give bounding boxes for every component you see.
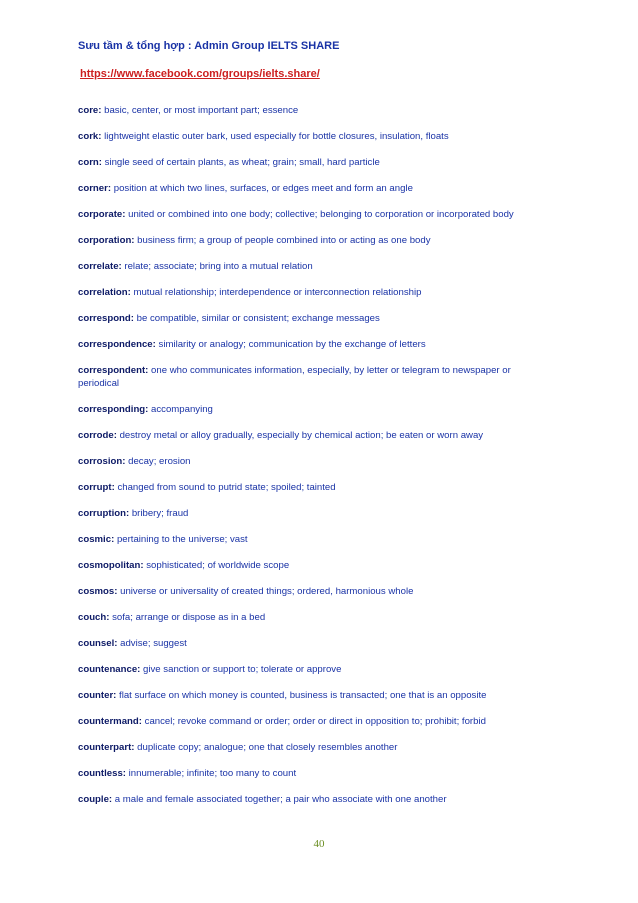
list-item bbox=[78, 793, 548, 806]
page-number: 40 bbox=[313, 838, 325, 850]
entry-definition: business firm; a group of people combined into or acting as one body bbox=[137, 235, 431, 246]
entry-definition: advise; suggest bbox=[120, 638, 187, 649]
entry-term: cosmic: bbox=[78, 534, 115, 545]
entry-term: corresponding: bbox=[78, 404, 149, 415]
list-item bbox=[78, 364, 548, 390]
entry-term: corporate: bbox=[78, 209, 126, 220]
list-item bbox=[78, 611, 548, 624]
list-item bbox=[78, 455, 548, 468]
list-item bbox=[78, 741, 548, 754]
vocabulary-list bbox=[78, 104, 548, 819]
list-item bbox=[78, 663, 548, 676]
entry-definition: flat surface on which money is counted, business is transacted; one that is an opposite bbox=[119, 690, 487, 701]
list-item bbox=[78, 130, 548, 143]
list-item bbox=[78, 429, 548, 442]
entry-term: correspondence: bbox=[78, 339, 156, 350]
entry-definition: sofa; arrange or dispose as in a bed bbox=[112, 612, 266, 623]
entry-term: countermand: bbox=[78, 716, 142, 727]
entry-term: cosmos: bbox=[78, 586, 118, 597]
entry-term: correspondent: bbox=[78, 365, 149, 376]
entry-definition: single seed of certain plants, as wheat; grain; small, hard particle bbox=[104, 157, 380, 168]
entry-term: core: bbox=[78, 105, 102, 116]
entry-definition: lightweight elastic outer bark, used especially for bottle closures, insulation, floats bbox=[104, 131, 449, 142]
entry-definition: accompanying bbox=[151, 404, 213, 415]
entry-definition: a male and female associated together; a pair who associate with one another bbox=[114, 794, 447, 805]
entry-definition: duplicate copy; analogue; one that closely resembles another bbox=[137, 742, 398, 753]
entry-term: corrupt: bbox=[78, 482, 115, 493]
entry-term: cork: bbox=[78, 131, 102, 142]
list-item bbox=[78, 585, 548, 598]
group-link[interactable]: https://www.facebook.com/groups/ielts.share/ bbox=[80, 68, 320, 80]
entry-term: counterpart: bbox=[78, 742, 135, 753]
list-item bbox=[78, 559, 548, 572]
entry-definition: decay; erosion bbox=[128, 456, 191, 467]
entry-term: corporation: bbox=[78, 235, 135, 246]
list-item bbox=[78, 507, 548, 520]
entry-definition: pertaining to the universe; vast bbox=[116, 534, 248, 545]
entry-definition: relate; associate; bring into a mutual relation bbox=[124, 261, 313, 272]
entry-definition: changed from sound to putrid state; spoiled; tainted bbox=[117, 482, 336, 493]
entry-term: corruption: bbox=[78, 508, 130, 519]
list-item bbox=[78, 286, 548, 299]
entry-term: corner: bbox=[78, 183, 112, 194]
entry-definition: sophisticated; of worldwide scope bbox=[146, 560, 290, 571]
entry-term: corrode: bbox=[78, 430, 117, 441]
list-item bbox=[78, 312, 548, 325]
entry-term: corn: bbox=[78, 157, 102, 168]
entry-term: countless: bbox=[78, 768, 126, 779]
entry-term: countenance: bbox=[78, 664, 141, 675]
list-item bbox=[78, 234, 548, 247]
entry-term: correlation: bbox=[78, 287, 131, 298]
entry-term: correspond: bbox=[78, 313, 134, 324]
list-item bbox=[78, 715, 548, 728]
list-item bbox=[78, 403, 548, 416]
entry-term: corrosion: bbox=[78, 456, 126, 467]
entry-definition: one who communicates information, especially, by letter or telegram to newspaper or periodical bbox=[78, 365, 511, 389]
list-item bbox=[78, 481, 548, 494]
list-item bbox=[78, 156, 548, 169]
list-item bbox=[78, 338, 548, 351]
entry-term: couple: bbox=[78, 794, 113, 805]
list-item bbox=[78, 533, 548, 546]
entry-term: cosmopolitan: bbox=[78, 560, 144, 571]
list-item bbox=[78, 208, 548, 221]
entry-definition: basic, center, or most important part; essence bbox=[104, 105, 299, 116]
list-item bbox=[78, 182, 548, 195]
list-item bbox=[78, 637, 548, 650]
entry-term: correlate: bbox=[78, 261, 122, 272]
entry-definition: destroy metal or alloy gradually, especially by chemical action; be eaten or worn away bbox=[119, 430, 484, 441]
entry-definition: position at which two lines, surfaces, or edges meet and form an angle bbox=[113, 183, 413, 194]
entry-definition: innumerable; infinite; too many to count bbox=[128, 768, 297, 779]
list-item bbox=[78, 689, 548, 702]
entry-definition: similarity or analogy; communication by the exchange of letters bbox=[158, 339, 426, 350]
entry-definition: be compatible, similar or consistent; exchange messages bbox=[136, 313, 380, 324]
header-title: Sưu tầm & tổng hợp : Admin Group IELTS SHARE bbox=[78, 40, 340, 52]
entry-definition: united or combined into one body; collective; belonging to corporation or incorporated body bbox=[128, 209, 514, 220]
list-item bbox=[78, 104, 548, 117]
list-item bbox=[78, 260, 548, 273]
entry-definition: mutual relationship; interdependence or interconnection relationship bbox=[133, 287, 422, 298]
entry-term: counsel: bbox=[78, 638, 118, 649]
entry-definition: cancel; revoke command or order; order or direct in opposition to; prohibit; forbid bbox=[144, 716, 486, 727]
entry-term: counter: bbox=[78, 690, 117, 701]
entry-definition: give sanction or support to; tolerate or approve bbox=[143, 664, 342, 675]
entry-definition: universe or universality of created things; ordered, harmonious whole bbox=[120, 586, 414, 597]
list-item bbox=[78, 767, 548, 780]
entry-definition: bribery; fraud bbox=[131, 508, 189, 519]
entry-term: couch: bbox=[78, 612, 110, 623]
